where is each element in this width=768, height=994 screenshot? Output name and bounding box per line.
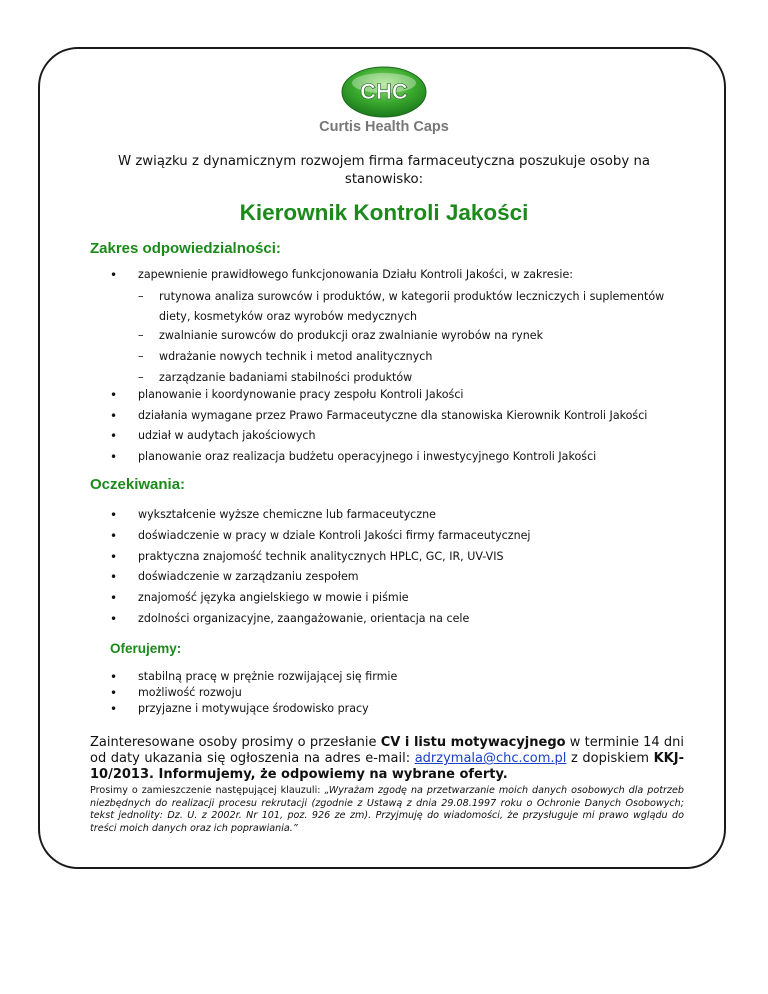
offer-heading: Oferujemy: — [110, 641, 182, 656]
list-item: • planowanie i koordynowanie pracy zespołu Kontroli Jakości — [138, 388, 647, 409]
email-link[interactable]: adrzymala@chc.com.pl — [414, 751, 567, 766]
list-item: • planowanie oraz realizacja budżetu operacyjnego i inwestycyjnego Kontroli Jakości — [138, 450, 647, 471]
application-bold-1: CV i listu motywacyjnego — [380, 735, 566, 750]
job-title: Kierownik Kontroli Jakości — [239, 200, 529, 225]
logo-text: CHC — [360, 79, 408, 104]
responsibilities-sublist-b — [159, 329, 543, 392]
responsibilities-list-b — [138, 388, 647, 471]
list-item: • znajomość języka angielskiego w mowie i piśmie — [138, 591, 531, 612]
list-item: – zarządzanie badaniami stabilności produktów — [159, 371, 543, 392]
intro-text: W związku z dynamicznym rozwojem firma farmaceutyczna poszukuje osoby na stanowisko: — [117, 154, 651, 187]
application-text-1: Zainteresowane osoby prosimy o przesłanie — [90, 735, 381, 750]
responsibilities-sublist-a — [159, 290, 664, 303]
list-item: • doświadczenie w zarządzaniu zespołem — [138, 570, 531, 591]
application-text-2: w terminie 14 dni od daty ukazania się ogłoszenia na adres e-mail: — [90, 735, 684, 766]
privacy-clause — [90, 785, 684, 835]
list-item: • stabilną pracę w prężnie rozwijającej się firmie — [138, 670, 397, 686]
list-item-continuation: diety, kosmetyków oraz wyrobów medycznych — [159, 310, 418, 323]
list-item: • udział w audytach jakościowych — [138, 429, 647, 450]
application-text-3: z dopiskiem — [566, 751, 654, 766]
offer-list — [138, 670, 397, 718]
list-item: • działania wymagane przez Prawo Farmaceutyczne dla stanowiska Kierownik Kontroli Jakości — [138, 409, 647, 430]
expectations-list — [138, 508, 531, 633]
list-item: • przyjazne i motywujące środowisko pracy — [138, 702, 397, 718]
list-item: • doświadczenie w pracy w dziale Kontroli Jakości firmy farmaceutycznej — [138, 529, 531, 550]
responsibilities-heading: Zakres odpowiedzialności: — [90, 240, 281, 257]
application-paragraph — [90, 735, 684, 783]
clause-intro: Prosimy o zamieszczenie następującej klauzuli: — [90, 785, 325, 796]
list-item: – rutynowa analiza surowców i produktów, w kategorii produktów leczniczych i suplementów — [159, 290, 664, 303]
chc-logo — [340, 65, 428, 120]
list-item: • wykształcenie wyższe chemiczne lub farmaceutyczne — [138, 508, 531, 529]
responsibilities-list-a — [138, 268, 573, 281]
list-item: • praktyczna znajomość technik analitycznych HPLC, GC, IR, UV-VIS — [138, 550, 531, 571]
list-item: • możliwość rozwoju — [138, 686, 397, 702]
application-bold-2: KKJ-10/2013. Informujemy, że odpowiemy na wybrane oferty. — [90, 751, 684, 782]
list-item: – wdrażanie nowych technik i metod analitycznych — [159, 350, 543, 371]
expectations-heading: Oczekiwania: — [90, 476, 186, 493]
list-item: • zapewnienie prawidłowego funkcjonowania Działu Kontroli Jakości, w zakresie: — [138, 268, 573, 281]
company-name: Curtis Health Caps — [319, 119, 449, 135]
list-item: • zdolności organizacyjne, zaangażowanie, orientacja na cele — [138, 612, 531, 633]
clause-text: „Wyrażam zgodę na przetwarzanie moich danych osobowych dla potrzeb niezbędnych do realizacji procesu rekrutacji (zgodnie z Ustawą z dnia 29.08.1997 roku o Ochronie Danych Osobowych; tekst jednolity: Dz. U. z 2002r. Nr 101, poz. 926 ze zm). Przyjmuję do wiadomości, że przysługuje mi prawo wglądu do treści moich danych oraz ich poprawiania.” — [90, 785, 684, 834]
list-item: – zwalnianie surowców do produkcji oraz zwalnianie wyrobów na rynek — [159, 329, 543, 350]
